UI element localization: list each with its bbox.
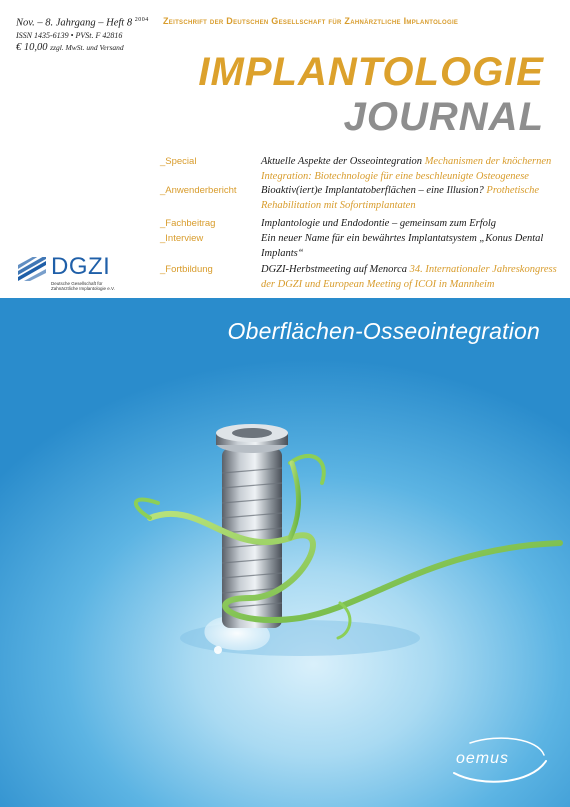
tagline: Zeitschrift der Deutschen Gesellschaft für Zahnärztliche Implantologie [163, 16, 459, 26]
toc-category: _Anwenderbericht [160, 185, 237, 196]
dgzi-subtitle [51, 281, 115, 291]
toc-title: Ein neuer Name für ein bewährtes Implantatsystem „Konus Dental Implants“ [261, 233, 544, 259]
price-note: zzgl. MwSt. und Versand [50, 42, 124, 52]
issue-info [16, 14, 149, 54]
dgzi-logo-icon [16, 257, 48, 283]
toc-title: Bioaktiv(iert)e Implantatoberflächen – eine Illusion? [261, 185, 484, 196]
toc-text [261, 263, 561, 292]
masthead-title: IMPLANTOLOGIE [198, 50, 544, 94]
issue-line [16, 14, 149, 30]
publisher-name: oemus [456, 750, 510, 767]
toc-text [261, 184, 561, 213]
cover-image [0, 298, 570, 807]
issn-line: ISSN 1435-6139 • PVSt. F 42816 [16, 30, 123, 40]
issue-year: 2004 [134, 17, 149, 23]
toc-text [261, 155, 561, 184]
issue-number: Nov. – 8. Jahrgang – Heft 8 [16, 17, 133, 29]
dental-implant-illustration [0, 298, 570, 807]
toc-title: DGZI-Herbstmeeting auf Menorca [261, 264, 408, 275]
toc-category: _Special [160, 156, 197, 167]
toc-text [261, 217, 561, 232]
toc-highlight: Mechanismen der knöchernen Integration: Biotechnologie für eine beschleunigte Osteogenese [261, 156, 552, 182]
toc-category: _Interview [160, 233, 204, 244]
dgzi-name: DGZI [51, 253, 111, 280]
toc-title: Implantologie und Endodontie – gemeinsam zum Erfolg [261, 218, 497, 229]
toc-highlight: 34. Internationaler Jahreskongress der DGZI und European Meeting of ICOI in Mannheim [261, 264, 557, 290]
toc-category: _Fachbeitrag [160, 218, 216, 229]
masthead-subtitle: JOURNAL [343, 95, 544, 139]
publisher-logo[interactable] [450, 735, 550, 783]
price: € 10,00 [16, 41, 48, 53]
dgzi-subtitle-line-1: Deutsche Gesellschaft für [51, 281, 103, 286]
toc-highlight: Prothetische Rehabilitation mit Sofortimplantaten [261, 185, 540, 211]
toc-category: _Fortbildung [160, 264, 213, 275]
toc-text [261, 232, 561, 261]
toc-title: Aktuelle Aspekte der Osseointegration [261, 156, 423, 167]
dgzi-logo[interactable] [16, 255, 124, 295]
price-line [16, 41, 149, 54]
cover-heading: Oberflächen-Osseointegration [227, 318, 540, 344]
dgzi-subtitle-line-2: Zahnärztliche Implantologie e.V. [51, 286, 115, 291]
